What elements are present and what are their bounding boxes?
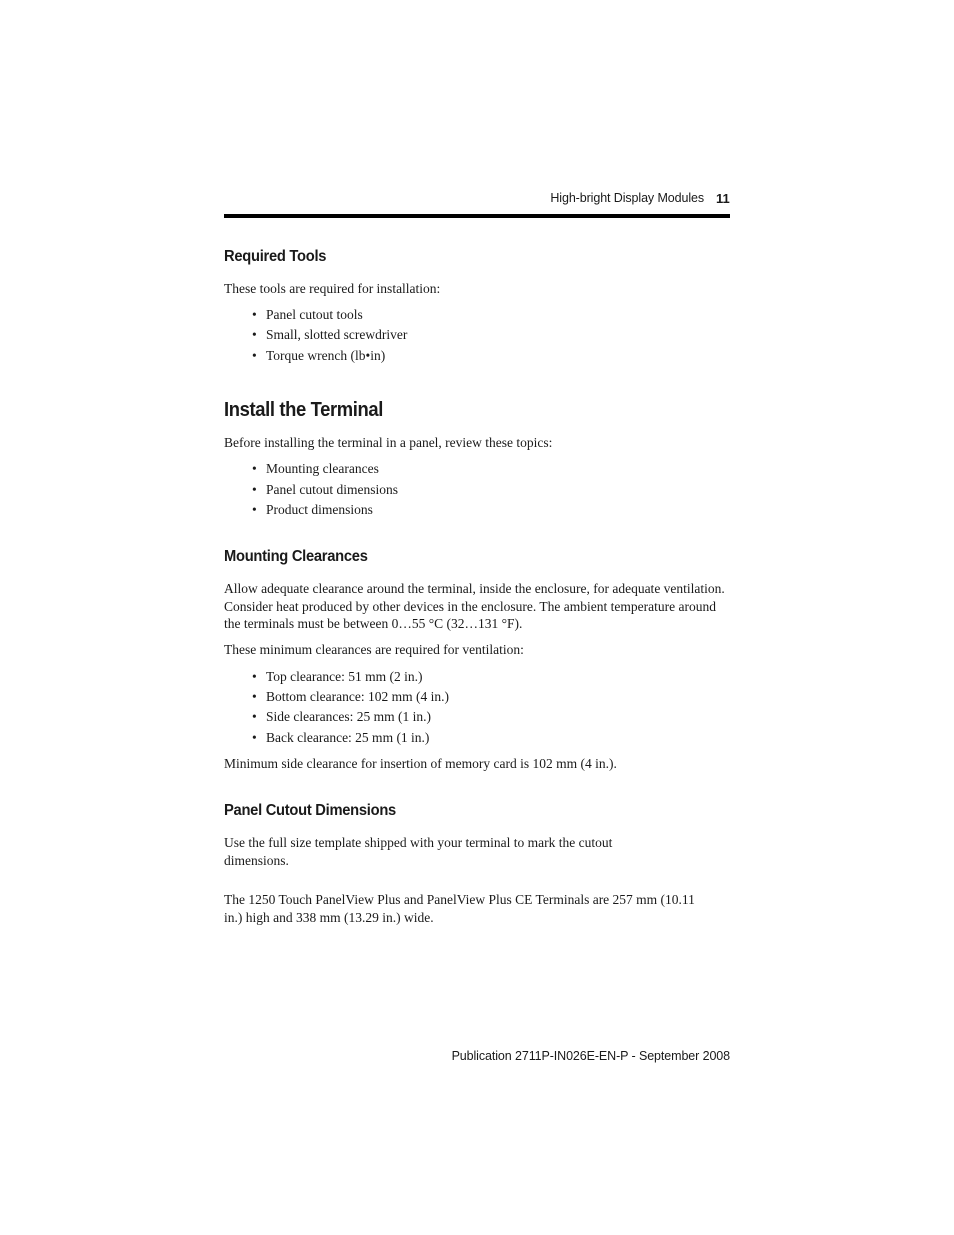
list-item: • Mounting clearances: [252, 461, 379, 476]
mounting-paragraph: Allow adequate clearance around the terminal, inside the enclosure, for adequate ventilation. Consider heat produced by other devices in the enclosure. The ambient temperature around the terminals must be between 0…55 °C (32…131 °F).: [224, 581, 725, 631]
bullet-icon: •: [252, 461, 257, 476]
header-rule: [224, 214, 730, 218]
heading-panel-cutout: Panel Cutout Dimensions: [224, 802, 396, 819]
install-intro: Before installing the terminal in a panel, review these topics:: [224, 435, 553, 450]
bullet-icon: •: [252, 689, 257, 704]
list-item: • Panel cutout dimensions: [252, 482, 398, 497]
bullet-icon: •: [252, 669, 257, 684]
bullet-icon: •: [252, 482, 257, 497]
page-number: 11: [716, 191, 730, 206]
publication-footer: Publication 2711P-IN026E-EN-P - September 2008: [451, 1049, 730, 1063]
list-item: • Torque wrench (lb•in): [252, 348, 386, 363]
mounting-intro: These minimum clearances are required for ventilation:: [224, 642, 524, 657]
terminal-size-paragraph: The 1250 Touch PanelView Plus and PanelView Plus CE Terminals are 257 mm (10.11 in.) high and 338 mm (13.29 in.) wide.: [224, 892, 695, 925]
list-item: • Panel cutout tools: [252, 307, 363, 322]
cutout-paragraph: Use the full size template shipped with your terminal to mark the cutout dimensions.: [224, 835, 613, 868]
bullet-icon: •: [252, 348, 257, 363]
heading-mounting-clearances: Mounting Clearances: [224, 548, 368, 565]
running-header-title: High-bright Display Modules: [550, 191, 704, 205]
bullet-icon: •: [252, 327, 257, 342]
heading-required-tools: Required Tools: [224, 248, 327, 265]
heading-install-terminal: Install the Terminal: [224, 399, 383, 421]
list-item: • Back clearance: 25 mm (1 in.): [252, 730, 430, 745]
list-item: • Side clearances: 25 mm (1 in.): [252, 709, 431, 724]
list-item: • Top clearance: 51 mm (2 in.): [252, 669, 423, 684]
memory-card-note: Minimum side clearance for insertion of memory card is 102 mm (4 in.).: [224, 756, 617, 771]
bullet-icon: •: [252, 709, 257, 724]
bullet-icon: •: [252, 307, 257, 322]
bullet-icon: •: [252, 502, 257, 517]
list-item: • Product dimensions: [252, 502, 373, 517]
bullet-icon: •: [252, 730, 257, 745]
list-item: • Bottom clearance: 102 mm (4 in.): [252, 689, 449, 704]
list-item: • Small, slotted screwdriver: [252, 327, 408, 342]
required-tools-intro: These tools are required for installation:: [224, 281, 441, 296]
